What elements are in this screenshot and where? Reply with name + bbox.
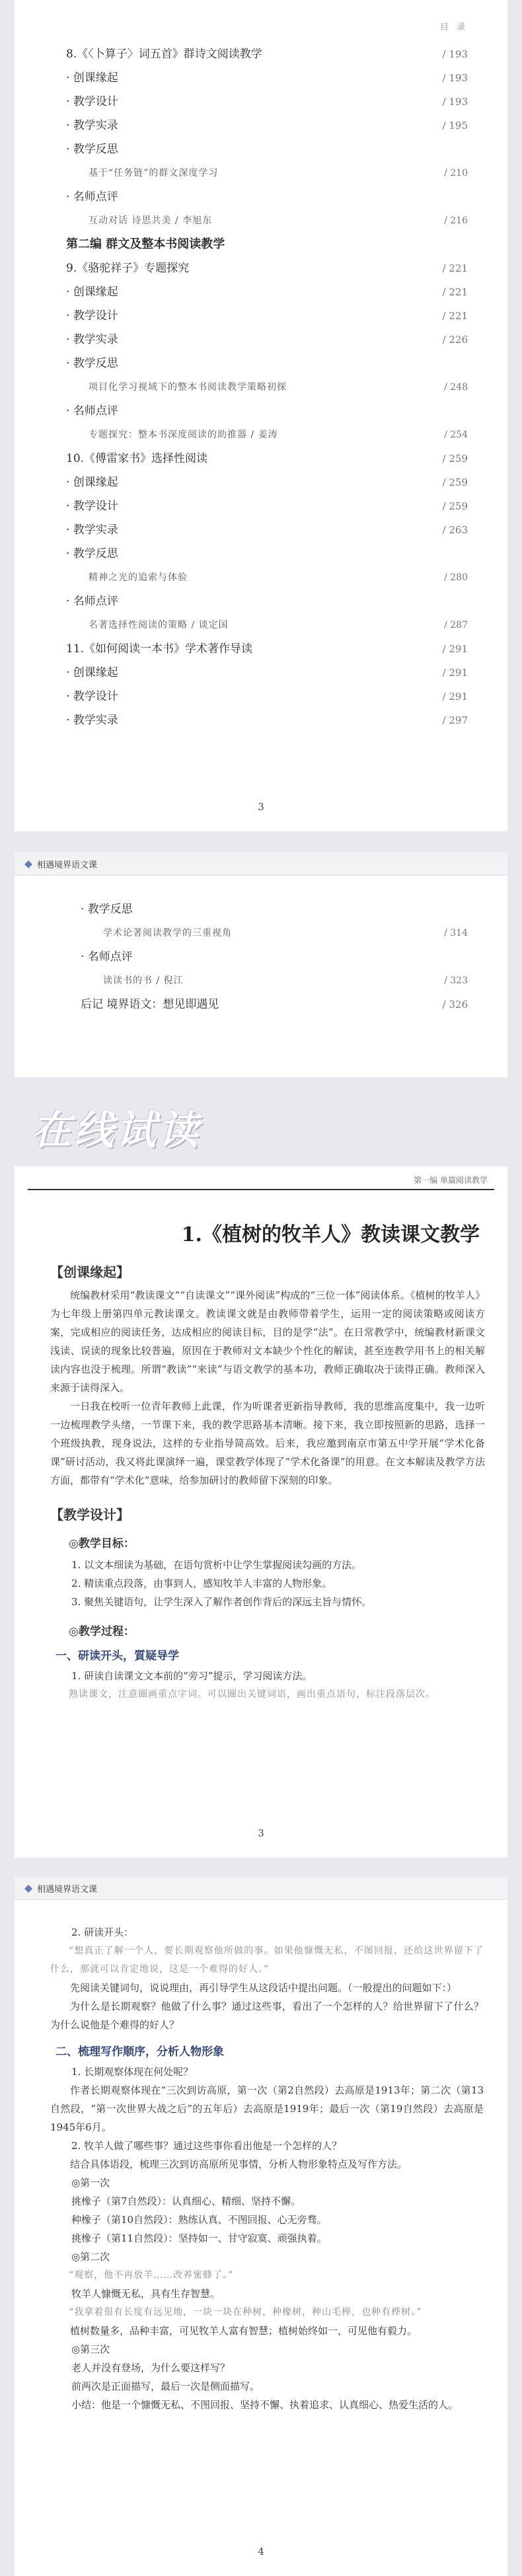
toc-row xyxy=(66,471,468,494)
toc-row xyxy=(66,447,468,471)
toc-row xyxy=(66,613,468,637)
toc-page-ref: / 195 xyxy=(442,120,468,132)
paragraph: 统编教材采用“教读课文”“自读课文”“课外阅读”构成的“三位一体”阅读体系。《植树的牧羊人》为七年级上册第四单元教读课文。教读课文就是由教师带着学生，运用一定的阅读策略或阅读方案，完成相应的阅读任务，达成相应的阅读目标，目的是学“法”。在日常教学中，统编教材新课文浅读、误读的现象比较普遍，原因在于教师对文本缺少个性化的解读，甚至连教学用书上的相关解读内容也没于梳理。所谓“教读”“来读”与语文教学的基本功，教师正确取决于读得正确。教师深入来源于读得深入。 xyxy=(50,1289,485,1394)
subhead: ◎教学目标： xyxy=(69,1537,135,1550)
page-header: 第一编 单篇阅读教学 xyxy=(414,1176,488,1185)
toc-row xyxy=(66,352,468,375)
toc-row xyxy=(66,233,468,256)
goal-item: 1. 以文本细读为基础，在语句赏析中让学生掌握阅读勾画的方法。 xyxy=(71,1559,362,1571)
toc-row xyxy=(66,66,468,90)
subhead: ◎教学过程： xyxy=(69,1625,135,1638)
content-page-4 xyxy=(15,1877,507,2576)
toc-title: · 创课缘起 xyxy=(66,476,118,489)
gray-note: 熟读课文，注意圈画重点字词。可以圈出关键词语，画出重点语句，标注段落层次。 xyxy=(69,1689,435,1700)
toc-page-ref: / 314 xyxy=(444,928,468,938)
toc-title: · 教学反思 xyxy=(81,903,133,916)
toc-page-ref: / 280 xyxy=(444,572,468,583)
banner-text: 在线试读 xyxy=(32,1108,201,1154)
toc-title: · 教学实录 xyxy=(66,714,118,727)
toc-title: · 名师点评 xyxy=(66,190,118,204)
toc-row xyxy=(66,137,468,161)
online-preview-banner xyxy=(0,1087,522,1153)
paragraph: 一日我在校听一位青年教师上此课，作为听课者更新指导教师，我的思维高度集中，我一边听一边梳理教学头绪，一节课下来，我的教学思路基本清晰。接下来，我立即按照新的思路，选择一个班级执教，现身说法，这样的专业指导简高效。后来，我应邀到南京市第五中学开展“学术化备课”研讨活动，我又将此课演绎一遍，课堂教学体现了“学术化备课”的用意。在文本解读及教学方法方面，都带有“学术化”意味，给参加研讨的教师留下深刻的印象。 xyxy=(50,1400,485,1486)
toc-title: · 创课缘起 xyxy=(66,666,118,679)
gray-note: “想真正了解一个人，要长期观察他所做的事。如果他慷慨无私，不图回报，还给这世界留下了什么，那就可以肯定地说，这是一个难得的好人。” xyxy=(50,1946,484,1975)
toc-row xyxy=(66,518,468,542)
toc-title: · 名师点评 xyxy=(66,404,118,418)
toc-page-ref: / 297 xyxy=(442,714,468,726)
text-line: 为什么是长期观察？他做了什么事？通过这些事，看出了一个怎样的人？给世界留下了什么？为什么说他是个难得的好人？ xyxy=(50,2000,484,2031)
toc-title: 读读书的书 / 倪江 xyxy=(103,975,184,986)
toc-page-ref: / 259 xyxy=(442,476,468,488)
toc-page-ref: / 254 xyxy=(444,430,468,440)
toc-row xyxy=(66,494,468,518)
toc-row xyxy=(66,661,468,685)
toc-title: · 创课缘起 xyxy=(66,71,118,85)
goal-item: 3. 聚焦关键语句，让学生深入了解作者创作背后的深远主旨与情怀。 xyxy=(71,1596,372,1608)
toc-page-ref: / 259 xyxy=(442,453,468,465)
toc-page-2 xyxy=(15,852,507,1077)
toc-page-ref: / 291 xyxy=(442,691,468,702)
toc-row xyxy=(66,304,468,328)
text-line: ◎第三次 xyxy=(71,2343,110,2355)
book-logo xyxy=(24,1882,97,1895)
toc-row xyxy=(81,969,468,993)
page-number: 3 xyxy=(258,1827,264,1839)
toc-row xyxy=(66,90,468,114)
toc-title: · 教学设计 xyxy=(66,500,118,513)
toc-title: · 教学实录 xyxy=(66,333,118,346)
toc-page-ref: / 221 xyxy=(442,286,468,298)
toc-title: 基于“任务链”的群文深度学习 xyxy=(89,168,219,178)
toc-title: 互动对话 诗思共美 / 李旭东 xyxy=(89,215,213,226)
section-title: 【创课缘起】 xyxy=(50,1264,130,1280)
toc-title: · 教学反思 xyxy=(66,143,118,156)
toc-page-ref: / 193 xyxy=(442,96,468,108)
toc-title: 名著选择性阅读的策略 / 谈定国 xyxy=(89,620,229,630)
toc-row xyxy=(66,542,468,566)
text-line: 老人并没有登场，为什么要这样写？ xyxy=(71,2362,231,2374)
toc-row xyxy=(66,637,468,661)
text-line: 2. 研读开头： xyxy=(71,1926,134,1938)
toc-page-ref: / 259 xyxy=(442,500,468,512)
toc-title: · 教学设计 xyxy=(66,690,118,703)
content-body xyxy=(50,1923,484,2414)
toc-row xyxy=(81,897,468,921)
toc-row xyxy=(66,256,468,280)
toc-list xyxy=(81,897,468,1016)
book-logo-text: 相遇境界语文课 xyxy=(37,1885,98,1895)
toc-row xyxy=(81,945,468,969)
step-heading: 一、研读开头，質疑导学 xyxy=(56,1649,179,1663)
toc-row xyxy=(66,708,468,732)
toc-row xyxy=(81,993,468,1016)
toc-title: 学术论著阅读教学的三重视角 xyxy=(103,928,232,938)
toc-title: · 名师点评 xyxy=(66,595,118,608)
lesson-title: 1.《植树的牧羊人》教读课文教学 xyxy=(181,1223,480,1246)
toc-page-ref: / 291 xyxy=(442,667,468,679)
toc-row xyxy=(66,566,468,589)
toc-row xyxy=(66,375,468,399)
toc-row xyxy=(66,280,468,304)
toc-list xyxy=(66,42,468,732)
toc-title: · 创课缘起 xyxy=(66,285,118,299)
header-rule xyxy=(28,1189,494,1190)
toc-row xyxy=(66,185,468,209)
toc-title: · 教学设计 xyxy=(66,95,118,108)
step-heading: 二、梳理写作顺序，分析人物形象 xyxy=(56,2045,224,2059)
toc-row xyxy=(66,114,468,137)
toc-page-ref: / 248 xyxy=(444,382,468,393)
toc-row xyxy=(66,161,468,185)
toc-row xyxy=(66,589,468,613)
toc-title: 第二编 群文及整本书阅读教学 xyxy=(66,237,225,251)
text-line: 作者长期观察体现在“三次到访高原，第一次（第2自然段）去高原是1913年；第二次（第13自然段，“第一次世界大战之后”的五年后）去高原是1919年；最后一次（第19自然段）去高原是1945年6月。 xyxy=(50,2084,484,2133)
book-logo-icon xyxy=(24,1884,33,1893)
text-line: 2. 牧羊人做了哪些事？通过这些事你看出他是一个怎样的人？ xyxy=(71,2140,342,2152)
toc-page-ref: / 221 xyxy=(442,262,468,274)
toc-row xyxy=(66,328,468,352)
page-number: 4 xyxy=(258,2546,264,2557)
text-line: 结合具体语段，梳理三次到访高原所见事情，分析人物形象特点及写作方法。 xyxy=(70,2158,408,2170)
toc-title: 8.《〈卜算子〉词五首》群诗文阅读教学 xyxy=(66,48,262,61)
toc-row xyxy=(66,423,468,447)
text-line: 挑橡子（第7自然段）：认真细心、精细、坚持不懈。 xyxy=(71,2195,301,2207)
toc-title: 项目化学习视域下的整本书阅读教学策略初探 xyxy=(89,382,287,393)
page-header: 目 录 xyxy=(439,22,468,32)
toc-title: 11.《如何阅读一本书》学术著作导读 xyxy=(66,642,253,656)
text-line: 牧羊人慷慨无私，具有生存智慧。 xyxy=(71,2288,221,2300)
gray-note: “我拿着很有长度有远见地，一块一块在种树，种橡树，种山毛榉，也种有桦树。” xyxy=(69,2307,422,2318)
toc-title: · 教学反思 xyxy=(66,357,118,370)
text-line: 前两次是正面描写，最后一次是侧面描写。 xyxy=(71,2380,260,2392)
toc-page-ref: / 193 xyxy=(442,48,468,60)
text-line: 1. 长期观察体现在何处呢？ xyxy=(71,2066,194,2078)
toc-page-ref: / 287 xyxy=(444,620,468,630)
toc-row xyxy=(66,209,468,233)
toc-page-ref: / 193 xyxy=(442,72,468,84)
text-line: 先阅读关键词句，说说理由，再引导学生从这段话中提出问题。（一般提出的问题如下：） xyxy=(70,1982,457,1994)
toc-title: · 教学实录 xyxy=(66,523,118,537)
toc-title: · 教学反思 xyxy=(66,547,118,560)
toc-title: · 教学设计 xyxy=(66,309,118,322)
toc-title: 9.《骆驼祥子》专题探究 xyxy=(66,262,190,275)
text-line: 植树数量多，品种丰富，可见牧羊人富有智慧；植树始终如一，可见他有毅力。 xyxy=(70,2325,418,2337)
toc-row xyxy=(81,921,468,945)
text-line: 挑橡子（第11自然段）：坚持如一、甘守寂寞、顽强执着。 xyxy=(71,2232,327,2244)
page-number: 3 xyxy=(258,801,264,813)
toc-title: 精神之光的追索与体验 xyxy=(89,572,188,583)
text-line: ◎第二次 xyxy=(71,2251,110,2263)
toc-title: 后记 境界语文：想见即遇见 xyxy=(81,998,219,1011)
content-page-3 xyxy=(15,1166,507,1858)
text-line: ◎第一次 xyxy=(71,2177,110,2189)
section-title: 【教学设计】 xyxy=(50,1507,130,1523)
toc-page-ref: / 323 xyxy=(444,975,468,986)
toc-title: · 教学实录 xyxy=(66,119,118,132)
toc-page-ref: / 226 xyxy=(442,334,468,346)
book-logo xyxy=(24,858,97,870)
text-line: 小结：他是一个慷慨无私、不图回报、坚持不懈、执着追求、认真细心、热爱生活的人。 xyxy=(71,2399,459,2411)
page-topbar xyxy=(15,1877,507,1900)
toc-title: 专题探究：整本书深度阅读的助推器 / 姜涛 xyxy=(89,430,278,440)
toc-page-1 xyxy=(15,0,507,831)
page-topbar xyxy=(15,852,507,876)
toc-title: · 名师点评 xyxy=(81,950,133,964)
toc-row xyxy=(66,399,468,423)
gray-note: “观察，他不再放羊……改养蜜蜂了。” xyxy=(69,2270,234,2281)
toc-page-ref: / 326 xyxy=(442,999,468,1010)
text-line: 种橡子（第10自然段）：熟练认真、不图回报、心无旁骛。 xyxy=(71,2214,327,2226)
toc-page-ref: / 210 xyxy=(444,168,468,178)
toc-row xyxy=(66,42,468,66)
toc-page-ref: / 221 xyxy=(442,310,468,322)
step-item: 1. 研读自读课文文本前的“旁习”提示，学习阅读方法。 xyxy=(71,1670,313,1682)
book-logo-text: 相遇境界语文课 xyxy=(37,860,98,870)
book-logo-icon xyxy=(24,860,33,869)
toc-page-ref: / 263 xyxy=(442,524,468,536)
toc-title: 10.《傅雷家书》选择性阅读 xyxy=(66,452,208,465)
goal-item: 2. 精读重点段落，由事到人，感知牧羊人丰富的人物形象。 xyxy=(71,1577,332,1589)
toc-page-ref: / 216 xyxy=(444,215,468,226)
toc-row xyxy=(66,685,468,708)
toc-page-ref: / 291 xyxy=(442,643,468,655)
